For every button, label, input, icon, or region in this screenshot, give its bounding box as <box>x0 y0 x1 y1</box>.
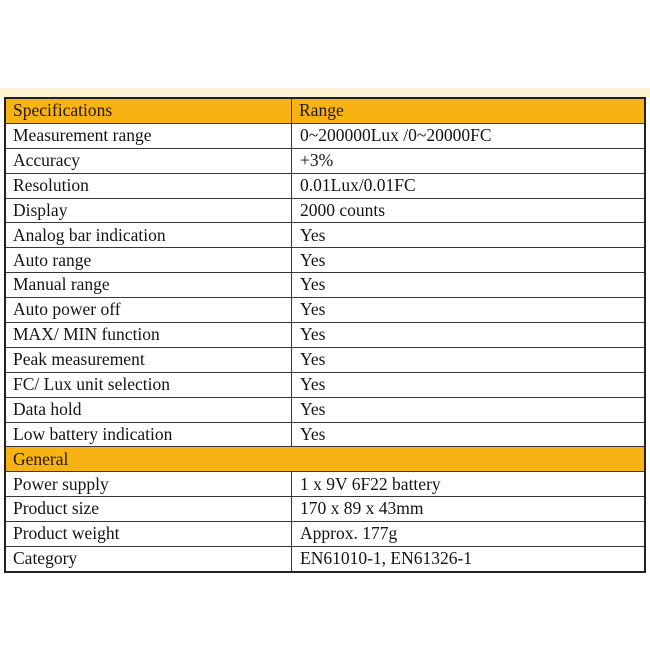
table-row <box>5 372 645 397</box>
specifications-table <box>4 97 646 573</box>
spec-value: 0~200000Lux /0~20000FC <box>292 123 646 148</box>
spec-label: Measurement range <box>5 123 292 148</box>
table-row <box>5 123 645 148</box>
spec-value: Yes <box>292 347 646 372</box>
spec-value: Yes <box>292 298 646 323</box>
table-row <box>5 347 645 372</box>
spec-value: Yes <box>292 248 646 273</box>
spec-label: Low battery indication <box>5 422 292 447</box>
table-row <box>5 422 645 447</box>
spec-value: Yes <box>292 422 646 447</box>
spec-value: +3% <box>292 148 646 173</box>
spec-value: EN61010-1, EN61326-1 <box>292 547 646 572</box>
spec-value: 170 x 89 x 43mm <box>292 497 646 522</box>
spec-label: MAX/ MIN function <box>5 323 292 348</box>
spec-value: Yes <box>292 372 646 397</box>
table-row <box>5 248 645 273</box>
table-row <box>5 522 645 547</box>
spec-label: Category <box>5 547 292 572</box>
spec-value: 1 x 9V 6F22 battery <box>292 472 646 497</box>
table-row <box>5 547 645 572</box>
spec-label: Data hold <box>5 397 292 422</box>
spec-value: Approx. 177g <box>292 522 646 547</box>
table-row <box>5 497 645 522</box>
table-row <box>5 472 645 497</box>
spec-label: Auto range <box>5 248 292 273</box>
table-row <box>5 173 645 198</box>
spec-value: 2000 counts <box>292 198 646 223</box>
spec-label: Analog bar indication <box>5 223 292 248</box>
spec-value: Yes <box>292 397 646 422</box>
general-section-header: General <box>5 447 645 472</box>
spec-label: FC/ Lux unit selection <box>5 372 292 397</box>
table-row <box>5 397 645 422</box>
spec-value: Yes <box>292 223 646 248</box>
range-col-header: Range <box>292 98 646 123</box>
spec-label: Display <box>5 198 292 223</box>
table-row <box>5 298 645 323</box>
table-header-row <box>5 98 645 123</box>
table-row <box>5 323 645 348</box>
spec-label: Product weight <box>5 522 292 547</box>
section-header-row <box>5 447 645 472</box>
table-row <box>5 148 645 173</box>
header-glow-band <box>0 88 650 97</box>
spec-label: Product size <box>5 497 292 522</box>
table-row <box>5 198 645 223</box>
spec-value: 0.01Lux/0.01FC <box>292 173 646 198</box>
spec-label: Peak measurement <box>5 347 292 372</box>
spec-value: Yes <box>292 323 646 348</box>
spec-label: Auto power off <box>5 298 292 323</box>
spec-col-header: Specifications <box>5 98 292 123</box>
spec-label: Manual range <box>5 273 292 298</box>
spec-label: Power supply <box>5 472 292 497</box>
table-row <box>5 273 645 298</box>
spec-label: Accuracy <box>5 148 292 173</box>
table-row <box>5 223 645 248</box>
spec-label: Resolution <box>5 173 292 198</box>
spec-value: Yes <box>292 273 646 298</box>
